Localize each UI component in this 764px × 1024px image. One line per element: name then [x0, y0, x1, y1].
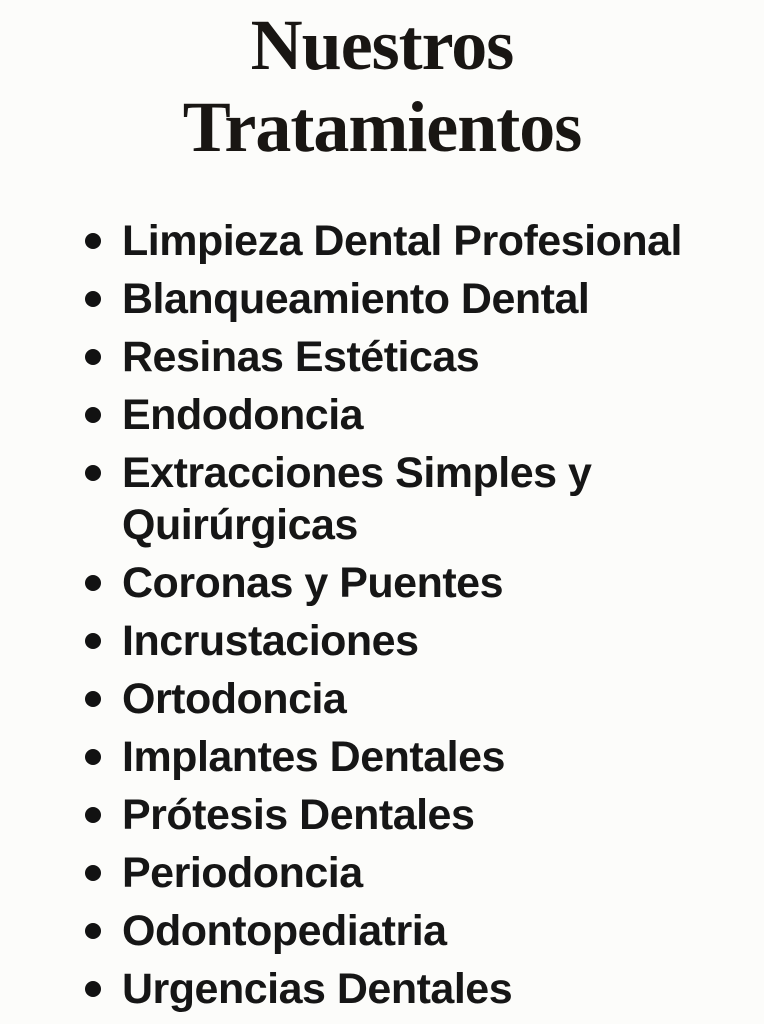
bullet-icon: [85, 923, 101, 939]
list-item: [85, 331, 764, 383]
list-item: [85, 673, 764, 725]
treatment-label: Limpieza Dental Profesional: [122, 217, 682, 265]
list-item: [85, 963, 764, 1015]
bullet-icon: [85, 349, 101, 365]
bullet-icon: [85, 575, 101, 591]
treatment-label: Coronas y Puentes: [122, 559, 503, 607]
treatment-label: Resinas Estéticas: [122, 333, 480, 381]
list-item: [85, 847, 764, 899]
bullet-icon: [85, 291, 101, 307]
treatment-label: Ortodoncia: [122, 675, 347, 723]
list-item: [85, 273, 764, 325]
page-title-line-2: Tratamientos: [182, 87, 582, 167]
page-title-line-1: Nuestros: [250, 5, 514, 85]
treatment-label: Prótesis Dentales: [122, 791, 475, 839]
list-item: [85, 447, 764, 551]
list-item: [85, 789, 764, 841]
list-item: [85, 731, 764, 783]
list-item: [85, 215, 764, 267]
treatment-list: [0, 215, 764, 1015]
bullet-icon: [85, 233, 101, 249]
list-item: [85, 389, 764, 441]
treatment-label: Urgencias Dentales: [122, 965, 513, 1013]
treatment-label: Blanqueamiento Dental: [122, 275, 590, 323]
treatment-label: Extracciones Simples y Quirúrgicas: [122, 449, 592, 549]
treatment-label: Implantes Dentales: [122, 733, 505, 781]
treatment-label: Odontopediatria: [122, 907, 447, 955]
treatment-label: Periodoncia: [122, 849, 363, 897]
list-item: [85, 557, 764, 609]
bullet-icon: [85, 407, 101, 423]
list-item: [85, 615, 764, 667]
bullet-icon: [85, 807, 101, 823]
treatment-label: Endodoncia: [122, 391, 364, 439]
bullet-icon: [85, 465, 101, 481]
treatment-label: Incrustaciones: [122, 617, 419, 665]
bullet-icon: [85, 633, 101, 649]
bullet-icon: [85, 691, 101, 707]
bullet-icon: [85, 981, 101, 997]
bullet-icon: [85, 865, 101, 881]
bullet-icon: [85, 749, 101, 765]
list-item: [85, 905, 764, 957]
page-title: [0, 4, 764, 168]
